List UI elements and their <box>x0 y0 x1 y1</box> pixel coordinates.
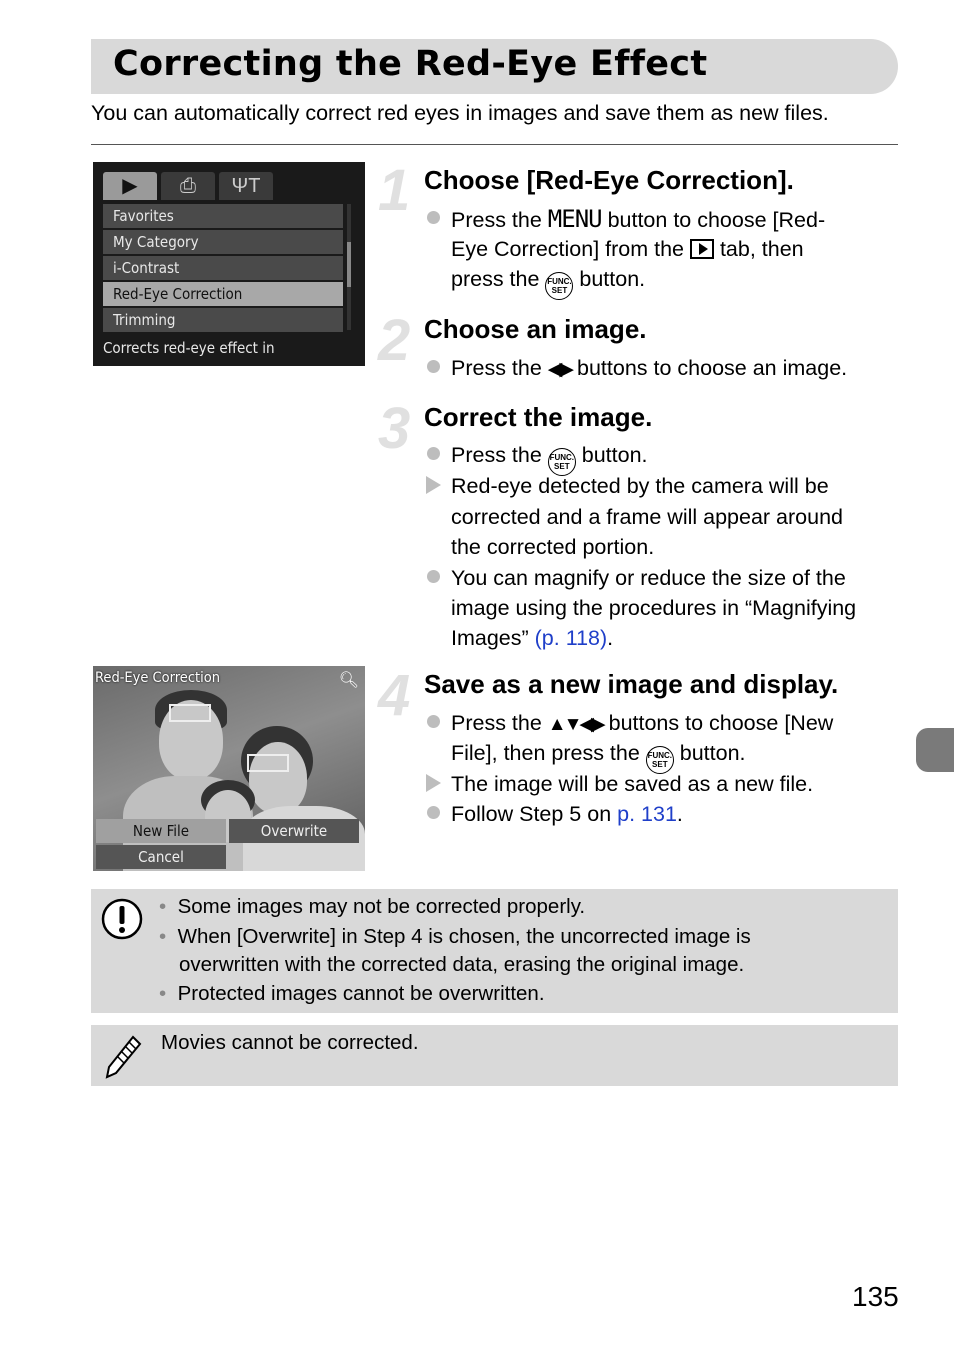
page-number: 135 <box>852 1281 899 1312</box>
zoom-icon: 🔍︎ <box>338 672 359 689</box>
result-arrow <box>426 476 441 494</box>
step-text: Follow Step 5 on p. 131. <box>451 802 683 826</box>
step-heading: Choose an image. <box>424 314 647 344</box>
step-text: corrected and a frame will appear around <box>451 505 843 529</box>
caution-box <box>91 889 898 1013</box>
menu-scroll-thumb <box>347 242 351 287</box>
menu-status-text: Corrects red-eye effect in <box>103 339 275 357</box>
print-tab: ⎙ <box>161 172 215 200</box>
step-number: 4 <box>378 663 411 728</box>
playback-icon <box>690 239 714 259</box>
step-text: Press the ◀▶ buttons to choose an image. <box>451 356 848 380</box>
step-text: Images” (p. 118). <box>451 626 614 650</box>
menu-item-favorites: Favorites <box>103 204 343 228</box>
four-way-arrows-icon: ▲▼◀▶ <box>547 714 603 735</box>
settings-tab: ΨT <box>219 172 273 200</box>
pencil-icon <box>103 1033 143 1081</box>
menu-item-red-eye-correction: Red-Eye Correction <box>103 282 343 306</box>
woman-face <box>249 742 307 814</box>
step-heading: Correct the image. <box>424 402 653 432</box>
title-bar <box>91 39 898 94</box>
step-text: Press the ▲▼◀▶ buttons to choose [New <box>451 711 834 735</box>
page-link[interactable]: (p. 118) <box>534 626 608 650</box>
menu-screenshot <box>93 162 365 366</box>
photo-screen-title: Red-Eye Correction <box>95 670 220 686</box>
step-text: File], then press the FUNC. SET button. <box>451 738 746 774</box>
bullet-dot <box>427 806 440 819</box>
new-file-button: New File <box>96 819 226 843</box>
step-number: 3 <box>378 396 411 461</box>
bullet-dot <box>427 211 440 224</box>
caution-item: • When [Overwrite] in Step 4 is chosen, the uncorrected image is <box>159 925 751 948</box>
caution-item: • Protected images cannot be overwritten. <box>159 982 545 1005</box>
page-link[interactable]: p. 131 <box>617 802 677 826</box>
intro-text: You can automatically correct red eyes in images and save them as new files. <box>91 101 829 125</box>
menu-item-i-contrast: i-Contrast <box>103 256 343 280</box>
step-heading: Choose [Red-Eye Correction]. <box>424 165 794 195</box>
menu-button-icon: MENU <box>547 205 602 233</box>
step-number: 2 <box>378 308 411 373</box>
caution-icon <box>100 897 144 941</box>
step-text: the corrected portion. <box>451 535 655 559</box>
step-text: Red-eye detected by the camera will be <box>451 474 829 498</box>
step-text: The image will be saved as a new file. <box>451 772 814 796</box>
caution-item-continued: overwritten with the corrected data, erasing the original image. <box>179 953 745 976</box>
menu-item-my-category: My Category <box>103 230 343 254</box>
memo-text: Movies cannot be corrected. <box>161 1031 419 1054</box>
result-arrow <box>426 774 441 792</box>
step-number: 1 <box>378 158 411 223</box>
step-text: Press the FUNC. SET button. <box>451 440 648 476</box>
caution-item: • Some images may not be corrected properly. <box>159 895 586 918</box>
step-text: You can magnify or reduce the size of the <box>451 566 846 590</box>
step-text: image using the procedures in “Magnifying <box>451 596 857 620</box>
step-text: Press the MENU button to choose [Red- <box>451 205 826 233</box>
func-set-icon: FUNC. SET <box>646 746 674 774</box>
memo-box <box>91 1025 898 1086</box>
menu-item-trimming: Trimming <box>103 308 343 332</box>
divider <box>91 144 898 145</box>
page-title: Correcting the Red-Eye Effect <box>113 44 708 84</box>
step-text: press the FUNC. SET button. <box>451 264 645 300</box>
bullet-dot <box>427 360 440 373</box>
func-set-icon: FUNC. SET <box>548 448 576 476</box>
red-eye-photo-screenshot <box>93 666 365 871</box>
bullet-dot <box>427 447 440 460</box>
overwrite-button: Overwrite <box>229 819 359 843</box>
func-set-icon: FUNC. SET <box>545 272 573 300</box>
step-heading: Save as a new image and display. <box>424 669 839 699</box>
bullet-dot <box>427 570 440 583</box>
cancel-button: Cancel <box>96 845 226 869</box>
menu-tabs <box>103 172 343 202</box>
chapter-tab <box>916 728 954 772</box>
step-text: Eye Correction] from the tab, then <box>451 237 804 261</box>
eye-correction-frame <box>247 754 289 772</box>
bullet-dot <box>427 715 440 728</box>
play-tab: ▶ <box>103 172 157 200</box>
left-right-arrows-icon: ◀▶ <box>547 359 572 380</box>
eye-correction-frame <box>169 704 211 722</box>
